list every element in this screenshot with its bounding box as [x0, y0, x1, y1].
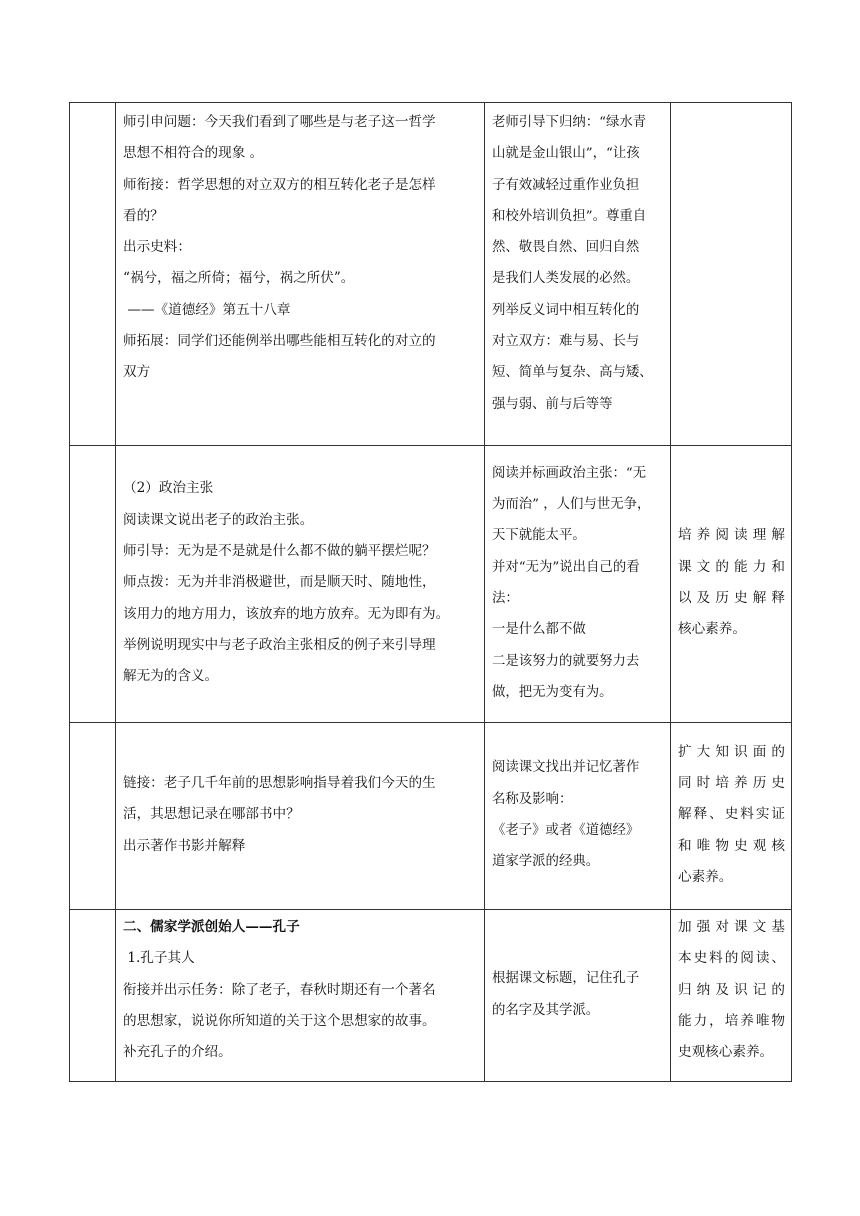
- text-line: 的思想家，说说你所知道的关于这个思想家的故事。: [123, 1012, 436, 1029]
- teacher-activity-cell: [116, 910, 485, 1082]
- text-line: 一是什么都不做: [492, 622, 586, 638]
- text-line: 列举反义词中相互转化的: [492, 302, 640, 318]
- text-line: 和校外培训负担”。尊重自: [492, 208, 647, 224]
- teacher-activity-cell: [116, 103, 485, 446]
- text-line: 史观核心素养。: [678, 1044, 774, 1061]
- text-line: 做，把无为变有为。: [492, 684, 613, 700]
- text-line: 二是该努力的就要努力去: [492, 653, 640, 669]
- table-row: [70, 910, 792, 1082]
- student-activity-cell: [485, 910, 671, 1082]
- student-activity-cell: [485, 723, 671, 910]
- text-line: 然、敬畏自然、回归自然: [492, 240, 640, 256]
- teacher-activity-cell: [116, 723, 485, 910]
- text-line: 出示史料：: [123, 239, 191, 256]
- design-intent-cell: [671, 446, 792, 723]
- section-heading: 二、儒家学派创始人——孔子: [123, 919, 300, 935]
- text-line: 补充孔子的介绍。: [123, 1044, 232, 1061]
- text-line: 心素养。: [678, 868, 733, 885]
- text-line: 子有效减轻过重作业负担: [492, 177, 640, 193]
- text-line: 短、简单与复杂、高与矮、: [492, 365, 653, 381]
- text-line: 天下就能太平。: [492, 528, 586, 544]
- text-line: 看的？: [123, 207, 164, 224]
- text-line: 扩大知识面的: [678, 743, 785, 760]
- subsection-heading: 1.孔子其人: [123, 950, 195, 967]
- text-line: 老师引导下归纳：“绿水青: [492, 115, 647, 130]
- text-line: 并对“无为”说出自己的看: [492, 559, 640, 575]
- text-line: 对立双方：难与易、长与: [492, 334, 640, 350]
- stage-cell: [70, 910, 116, 1082]
- text-line: 是我们人类发展的必然。: [492, 271, 640, 287]
- text-line: 链接：老子几千年前的思想影响指导着我们今天的生: [123, 775, 436, 792]
- text-line: 出示著作书影并解释: [123, 837, 246, 854]
- stage-cell: [70, 446, 116, 723]
- text-line: 名称及影响：: [492, 791, 573, 807]
- text-line: 阅读并标画政治主张：“无: [492, 465, 647, 481]
- text-line: “祸兮，福之所倚；福兮，祸之所伏”。: [123, 270, 355, 287]
- text-line: 为而治” ，人们与世无争，: [492, 497, 651, 513]
- text-line: 的名字及其学派。: [492, 1002, 600, 1018]
- lesson-plan-table: [69, 102, 792, 1082]
- design-intent-cell: [671, 723, 792, 910]
- text-line: 以及历史解释: [678, 590, 785, 606]
- text-line: 和唯物史观核: [678, 837, 785, 854]
- text-line: 师引申问题：今天我们看到了哪些是与老子这一哲学: [123, 114, 436, 130]
- text-line: 该用力的地方用力，该放弃的地方放弃。无为即有为。: [123, 605, 450, 622]
- text-line: 阅读课文说出老子的政治主张。: [123, 511, 314, 528]
- text-line: 师点拨：无为并非消极避世，而是顺天时、随地性，: [123, 574, 436, 591]
- text-line: 道家学派的经典。: [492, 854, 600, 870]
- text-line: 核心素养。: [678, 621, 746, 638]
- text-line: 解无为的含义。: [123, 668, 219, 685]
- text-line: 归纳及识记的: [678, 981, 785, 998]
- text-line: 能力，培养唯物: [678, 1012, 785, 1029]
- text-line: 根据课文标题，记住孔子: [492, 971, 640, 987]
- stage-cell: [70, 103, 116, 446]
- text-line: 师拓展：同学们还能例举出哪些能相互转化的对立的: [123, 333, 436, 350]
- text-line: 法：: [492, 591, 519, 606]
- text-line: 思想不相符合的现象 。: [123, 145, 264, 162]
- text-line: 课文的能力和: [678, 558, 785, 575]
- teacher-activity-cell: [116, 446, 485, 723]
- text-line: 《老子》或者《道德经》: [492, 823, 640, 838]
- text-line: 举例说明现实中与老子政治主张相反的例子来引导理: [123, 636, 436, 653]
- text-line: 师衔接：哲学思想的对立双方的相互转化老子是怎样: [123, 176, 436, 193]
- student-activity-cell: [485, 446, 671, 723]
- text-line: 衔接并出示任务：除了老子，春秋时期还有一个著名: [123, 981, 436, 998]
- text-line: 本史料的阅读、: [678, 950, 785, 967]
- text-line: 活，其思想记录在哪部书中？: [123, 806, 300, 823]
- text-line: 阅读课文找出并记忆著作: [492, 760, 640, 776]
- stage-cell: [70, 723, 116, 910]
- design-intent-cell: [671, 910, 792, 1082]
- text-line: 培养阅读理解: [678, 527, 785, 544]
- text-line: 解释、史料实证: [678, 806, 785, 823]
- text-line: 双方: [123, 364, 151, 381]
- text-line: 同时培养历史: [678, 775, 785, 792]
- table-row: [70, 723, 792, 910]
- source-citation: ——《道德经》第五十八章: [123, 301, 291, 318]
- text-line: 强与弱、前与后等等: [492, 396, 613, 412]
- table-row: [70, 103, 792, 446]
- design-intent-cell: [671, 103, 792, 446]
- text-line: 加强对课文基: [678, 919, 785, 935]
- text-line: 山就是金山银山”，“让孩: [492, 146, 640, 162]
- student-activity-cell: [485, 103, 671, 446]
- table-row: [70, 446, 792, 723]
- text-line: 师引导：无为是不是就是什么都不做的躺平摆烂呢？: [123, 543, 436, 560]
- section-heading: （2）政治主张: [123, 480, 214, 497]
